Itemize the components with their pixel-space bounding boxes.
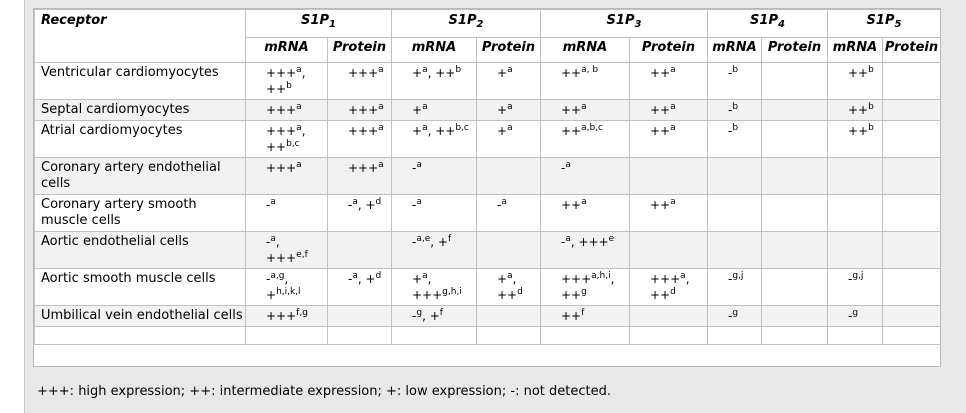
reference-superscript: a	[422, 102, 428, 112]
expression-level: , +	[422, 309, 440, 323]
expression-level: +	[412, 66, 423, 80]
expression-cell	[541, 232, 630, 269]
expression-cell	[828, 195, 883, 232]
expression-level: +++	[412, 288, 443, 302]
empty-cell	[246, 327, 328, 345]
reference-superscript: a	[501, 197, 507, 207]
expression-level: ++	[561, 66, 582, 80]
expression-cell	[328, 269, 392, 306]
reference-superscript: b,c	[455, 123, 469, 133]
expression-level: ++	[266, 82, 287, 96]
expression-cell	[477, 232, 541, 269]
expression-cell	[828, 100, 883, 121]
expression-level: ,	[284, 272, 289, 286]
receptor-expression-table	[34, 9, 941, 345]
expression-cell	[708, 269, 762, 306]
expression-cell	[246, 158, 328, 195]
reference-superscript: a	[352, 271, 358, 281]
reference-superscript: a	[422, 123, 428, 133]
expression-cell	[630, 232, 708, 269]
expression-level: ++	[650, 124, 671, 138]
expression-level: -	[266, 235, 271, 249]
empty-cell	[630, 327, 708, 345]
expression-cell	[762, 100, 828, 121]
expression-level: -	[266, 198, 271, 212]
reference-superscript: a	[581, 102, 587, 112]
table-row	[35, 121, 941, 158]
expression-cell	[246, 306, 328, 327]
expression-cell	[630, 269, 708, 306]
reference-superscript: g	[852, 308, 859, 318]
reference-superscript: a,e	[416, 234, 431, 244]
reference-superscript: b	[868, 65, 874, 75]
expression-level: , +	[430, 235, 448, 249]
reference-superscript: b	[286, 81, 292, 91]
table-row	[35, 269, 941, 306]
reference-superscript: a	[422, 65, 428, 75]
expression-cell	[762, 195, 828, 232]
reference-superscript: a	[670, 102, 676, 112]
expression-cell	[246, 63, 328, 100]
reference-superscript: h,i,k,l	[276, 287, 301, 297]
reference-superscript: b	[868, 102, 874, 112]
expression-cell	[630, 63, 708, 100]
reference-superscript: e	[608, 234, 615, 244]
subheader-mrna: mRNA	[708, 38, 762, 63]
expression-cell	[392, 100, 477, 121]
table-row	[35, 158, 941, 195]
reference-superscript: b	[868, 123, 874, 133]
expression-cell	[883, 306, 941, 327]
expression-level: ++	[650, 198, 671, 212]
reference-superscript: a	[270, 197, 276, 207]
expression-level: ++	[848, 103, 869, 117]
reference-superscript: f	[581, 308, 585, 318]
subheader-protein: Protein	[883, 38, 941, 63]
expression-level: -	[728, 103, 733, 117]
subheader-mrna: mRNA	[246, 38, 328, 63]
expression-cell	[762, 63, 828, 100]
expression-level: , ++	[497, 272, 518, 302]
expression-level: ++	[561, 309, 582, 323]
expression-level: , +++	[266, 235, 297, 265]
expression-cell	[883, 232, 941, 269]
reference-superscript: d	[375, 271, 382, 281]
reference-superscript: a	[670, 123, 676, 133]
expression-cell	[828, 63, 883, 100]
expression-cell	[828, 306, 883, 327]
row-label: Coronary artery endothelial cells	[35, 158, 246, 195]
expression-cell	[328, 195, 392, 232]
reference-superscript: a	[565, 234, 571, 244]
expression-cell	[328, 63, 392, 100]
expression-cell	[477, 158, 541, 195]
expression-level: -	[728, 272, 733, 286]
expression-cell	[392, 306, 477, 327]
empty-cell	[883, 327, 941, 345]
reference-superscript: g,j	[852, 271, 864, 281]
reference-superscript: d	[517, 287, 523, 297]
empty-cell	[35, 327, 246, 345]
group-header-s1p1: $S1P_1$	[246, 10, 392, 38]
group-header-s1p2: $S1P_2$	[392, 10, 541, 38]
expression-level: +++	[266, 161, 297, 175]
expression-cell	[246, 121, 328, 158]
reference-superscript: a,b,c	[581, 123, 604, 133]
expression-level: , ++	[427, 66, 456, 80]
reference-superscript: a	[378, 160, 384, 170]
reference-superscript: g	[732, 308, 739, 318]
subheader-mrna: mRNA	[828, 38, 883, 63]
expression-level: +	[497, 272, 508, 286]
expression-level: +	[412, 124, 423, 138]
expression-cell	[392, 269, 477, 306]
reference-superscript: a	[378, 102, 384, 112]
expression-level: ++	[561, 288, 582, 302]
expression-level: +++	[348, 161, 379, 175]
expression-level: +++	[266, 103, 297, 117]
expression-level: ++	[561, 198, 582, 212]
expression-cell	[392, 195, 477, 232]
expression-cell	[541, 195, 630, 232]
expression-level: , ++	[427, 124, 456, 138]
expression-level: ++	[266, 140, 287, 154]
expression-cell	[477, 195, 541, 232]
reference-superscript: a,h,i	[591, 271, 611, 281]
expression-cell	[392, 121, 477, 158]
reference-superscript: b	[732, 102, 739, 112]
expression-cell	[328, 232, 392, 269]
expression-cell	[708, 306, 762, 327]
expression-cell	[630, 100, 708, 121]
receptor-header: Receptor	[35, 10, 246, 63]
expression-level: , +	[357, 272, 376, 286]
expression-cell	[246, 232, 328, 269]
reference-superscript: a	[581, 197, 587, 207]
expression-level: ++	[650, 103, 671, 117]
expression-level: -	[412, 309, 417, 323]
expression-cell	[541, 100, 630, 121]
expression-level: -	[728, 66, 733, 80]
row-label: Ventricular cardiomyocytes	[35, 63, 246, 100]
subheader-mrna: mRNA	[392, 38, 477, 63]
reference-superscript: a	[670, 197, 676, 207]
reference-superscript: a	[352, 197, 358, 207]
expression-cell	[883, 100, 941, 121]
expression-level: +++	[266, 66, 297, 80]
expression-cell	[762, 232, 828, 269]
reference-superscript: b	[455, 65, 462, 75]
expression-cell	[246, 195, 328, 232]
reference-superscript: a	[296, 160, 302, 170]
expression-cell	[477, 63, 541, 100]
expression-cell	[708, 63, 762, 100]
reference-superscript: a	[416, 197, 422, 207]
expression-cell	[762, 158, 828, 195]
reference-superscript: g	[581, 287, 587, 297]
expression-cell	[762, 121, 828, 158]
expression-level: ,	[610, 272, 615, 286]
expression-level: ,	[301, 66, 306, 80]
expression-cell	[883, 63, 941, 100]
expression-level: ,	[301, 124, 306, 138]
reference-superscript: a	[507, 123, 513, 133]
expression-cell	[883, 121, 941, 158]
expression-cell	[477, 121, 541, 158]
subheader-mrna: mRNA	[541, 38, 630, 63]
expression-level: ++	[561, 124, 582, 138]
expression-cell	[541, 63, 630, 100]
expression-level: -	[728, 309, 733, 323]
reference-superscript: a	[296, 65, 302, 75]
reference-superscript: d	[670, 287, 676, 297]
expression-level: -	[848, 272, 853, 286]
reference-superscript: a	[378, 65, 384, 75]
expression-level: -	[348, 198, 353, 212]
reference-superscript: e,f	[296, 250, 308, 260]
row-label: Aortic smooth muscle cells	[35, 269, 246, 306]
expression-level: +++	[266, 124, 297, 138]
expression-level: +++	[348, 66, 379, 80]
reference-superscript: b	[732, 123, 739, 133]
expression-cell	[828, 158, 883, 195]
expression-level: ,	[427, 272, 432, 286]
reference-superscript: a	[507, 271, 513, 281]
table-body	[35, 63, 941, 345]
reference-superscript: a	[680, 271, 686, 281]
expression-cell	[630, 158, 708, 195]
expression-level: +++	[348, 124, 379, 138]
expression-cell	[328, 306, 392, 327]
expression-cell	[392, 158, 477, 195]
expression-cell	[828, 121, 883, 158]
expression-level: -	[348, 272, 353, 286]
table-row	[35, 306, 941, 327]
expression-cell	[246, 100, 328, 121]
expression-level: ++	[848, 66, 869, 80]
reference-superscript: b,c	[286, 139, 300, 149]
group-header-s1p5: $S1P_5$	[828, 10, 941, 38]
reference-superscript: g	[416, 308, 423, 318]
reference-superscript: d	[375, 197, 382, 207]
expression-cell	[883, 158, 941, 195]
expression-cell	[883, 269, 941, 306]
empty-row	[35, 327, 941, 345]
expression-level: -	[412, 161, 417, 175]
expression-level: ++	[848, 124, 869, 138]
expression-level: +	[497, 103, 508, 117]
reference-superscript: a	[422, 271, 428, 281]
expression-cell	[828, 232, 883, 269]
reference-superscript: f,g	[296, 308, 308, 318]
expression-cell	[328, 100, 392, 121]
expression-cell	[762, 306, 828, 327]
expression-level: -	[728, 124, 733, 138]
expression-level: , +	[357, 198, 376, 212]
empty-cell	[708, 327, 762, 345]
empty-cell	[762, 327, 828, 345]
expression-cell	[708, 158, 762, 195]
expression-cell	[392, 232, 477, 269]
reference-superscript: a	[565, 160, 571, 170]
expression-cell	[630, 121, 708, 158]
expression-level: +	[497, 66, 508, 80]
reference-superscript: a	[507, 65, 513, 75]
empty-cell	[828, 327, 883, 345]
expression-level: +++	[650, 272, 681, 286]
table-row	[35, 195, 941, 232]
reference-superscript: g,j	[732, 271, 744, 281]
expression-cell	[328, 158, 392, 195]
table-row	[35, 100, 941, 121]
expression-legend: +++: high expression; ++: intermediate expression; +: low expression; -: not detected.	[37, 384, 611, 399]
empty-cell	[477, 327, 541, 345]
expression-level: +++	[266, 309, 297, 323]
expression-level: -	[412, 235, 417, 249]
row-label: Aortic endothelial cells	[35, 232, 246, 269]
expression-cell	[708, 195, 762, 232]
header-row-groups	[35, 10, 941, 38]
row-label: Atrial cardiomyocytes	[35, 121, 246, 158]
reference-superscript: a,g	[270, 271, 285, 281]
expression-level: +	[412, 272, 423, 286]
reference-superscript: a	[296, 123, 302, 133]
expression-level: , +++	[570, 235, 609, 249]
table-container	[33, 8, 941, 367]
table-row	[35, 232, 941, 269]
expression-level: -	[561, 235, 566, 249]
expression-level: +++	[561, 272, 592, 286]
expression-cell	[883, 195, 941, 232]
expression-cell	[392, 63, 477, 100]
reference-superscript: a	[416, 160, 422, 170]
reference-superscript: f	[439, 308, 443, 318]
expression-level: -	[561, 161, 566, 175]
subheader-protein: Protein	[630, 38, 708, 63]
reference-superscript: a	[670, 65, 676, 75]
subheader-protein: Protein	[762, 38, 828, 63]
expression-cell	[477, 306, 541, 327]
row-label: Umbilical vein endothelial cells	[35, 306, 246, 327]
expression-level: -	[848, 309, 853, 323]
table-panel	[24, 0, 966, 413]
empty-cell	[328, 327, 392, 345]
expression-level: +	[412, 103, 423, 117]
expression-level: +	[266, 288, 277, 302]
reference-superscript: a	[507, 102, 513, 112]
expression-cell	[630, 306, 708, 327]
reference-superscript: g,h,i	[442, 287, 462, 297]
reference-superscript: a, b	[581, 65, 599, 75]
expression-cell	[828, 269, 883, 306]
expression-cell	[708, 121, 762, 158]
expression-cell	[541, 121, 630, 158]
expression-level: ++	[650, 66, 671, 80]
empty-cell	[392, 327, 477, 345]
group-header-s1p3: $S1P_3$	[541, 10, 708, 38]
expression-cell	[630, 195, 708, 232]
subheader-protein: Protein	[328, 38, 392, 63]
expression-level: +	[497, 124, 508, 138]
expression-level: ++	[561, 103, 582, 117]
group-header-s1p4: $S1P_4$	[708, 10, 828, 38]
expression-cell	[477, 100, 541, 121]
expression-level: -	[497, 198, 502, 212]
expression-cell	[541, 158, 630, 195]
expression-level: ++	[650, 288, 671, 302]
expression-level: +++	[348, 103, 379, 117]
expression-cell	[762, 269, 828, 306]
row-label: Septal cardiomyocytes	[35, 100, 246, 121]
row-label: Coronary artery smooth muscle cells	[35, 195, 246, 232]
reference-superscript: b	[732, 65, 739, 75]
table-row	[35, 63, 941, 100]
expression-cell	[708, 100, 762, 121]
expression-cell	[328, 121, 392, 158]
subheader-protein: Protein	[477, 38, 541, 63]
expression-level: -	[412, 198, 417, 212]
reference-superscript: a	[270, 234, 276, 244]
reference-superscript: a	[296, 102, 302, 112]
expression-cell	[708, 232, 762, 269]
expression-cell	[541, 306, 630, 327]
expression-level: -	[266, 272, 271, 286]
expression-cell	[246, 269, 328, 306]
expression-cell	[477, 269, 541, 306]
empty-cell	[541, 327, 630, 345]
reference-superscript: a	[378, 123, 384, 133]
expression-cell	[541, 269, 630, 306]
expression-level: ,	[685, 272, 690, 286]
reference-superscript: f	[447, 234, 452, 244]
